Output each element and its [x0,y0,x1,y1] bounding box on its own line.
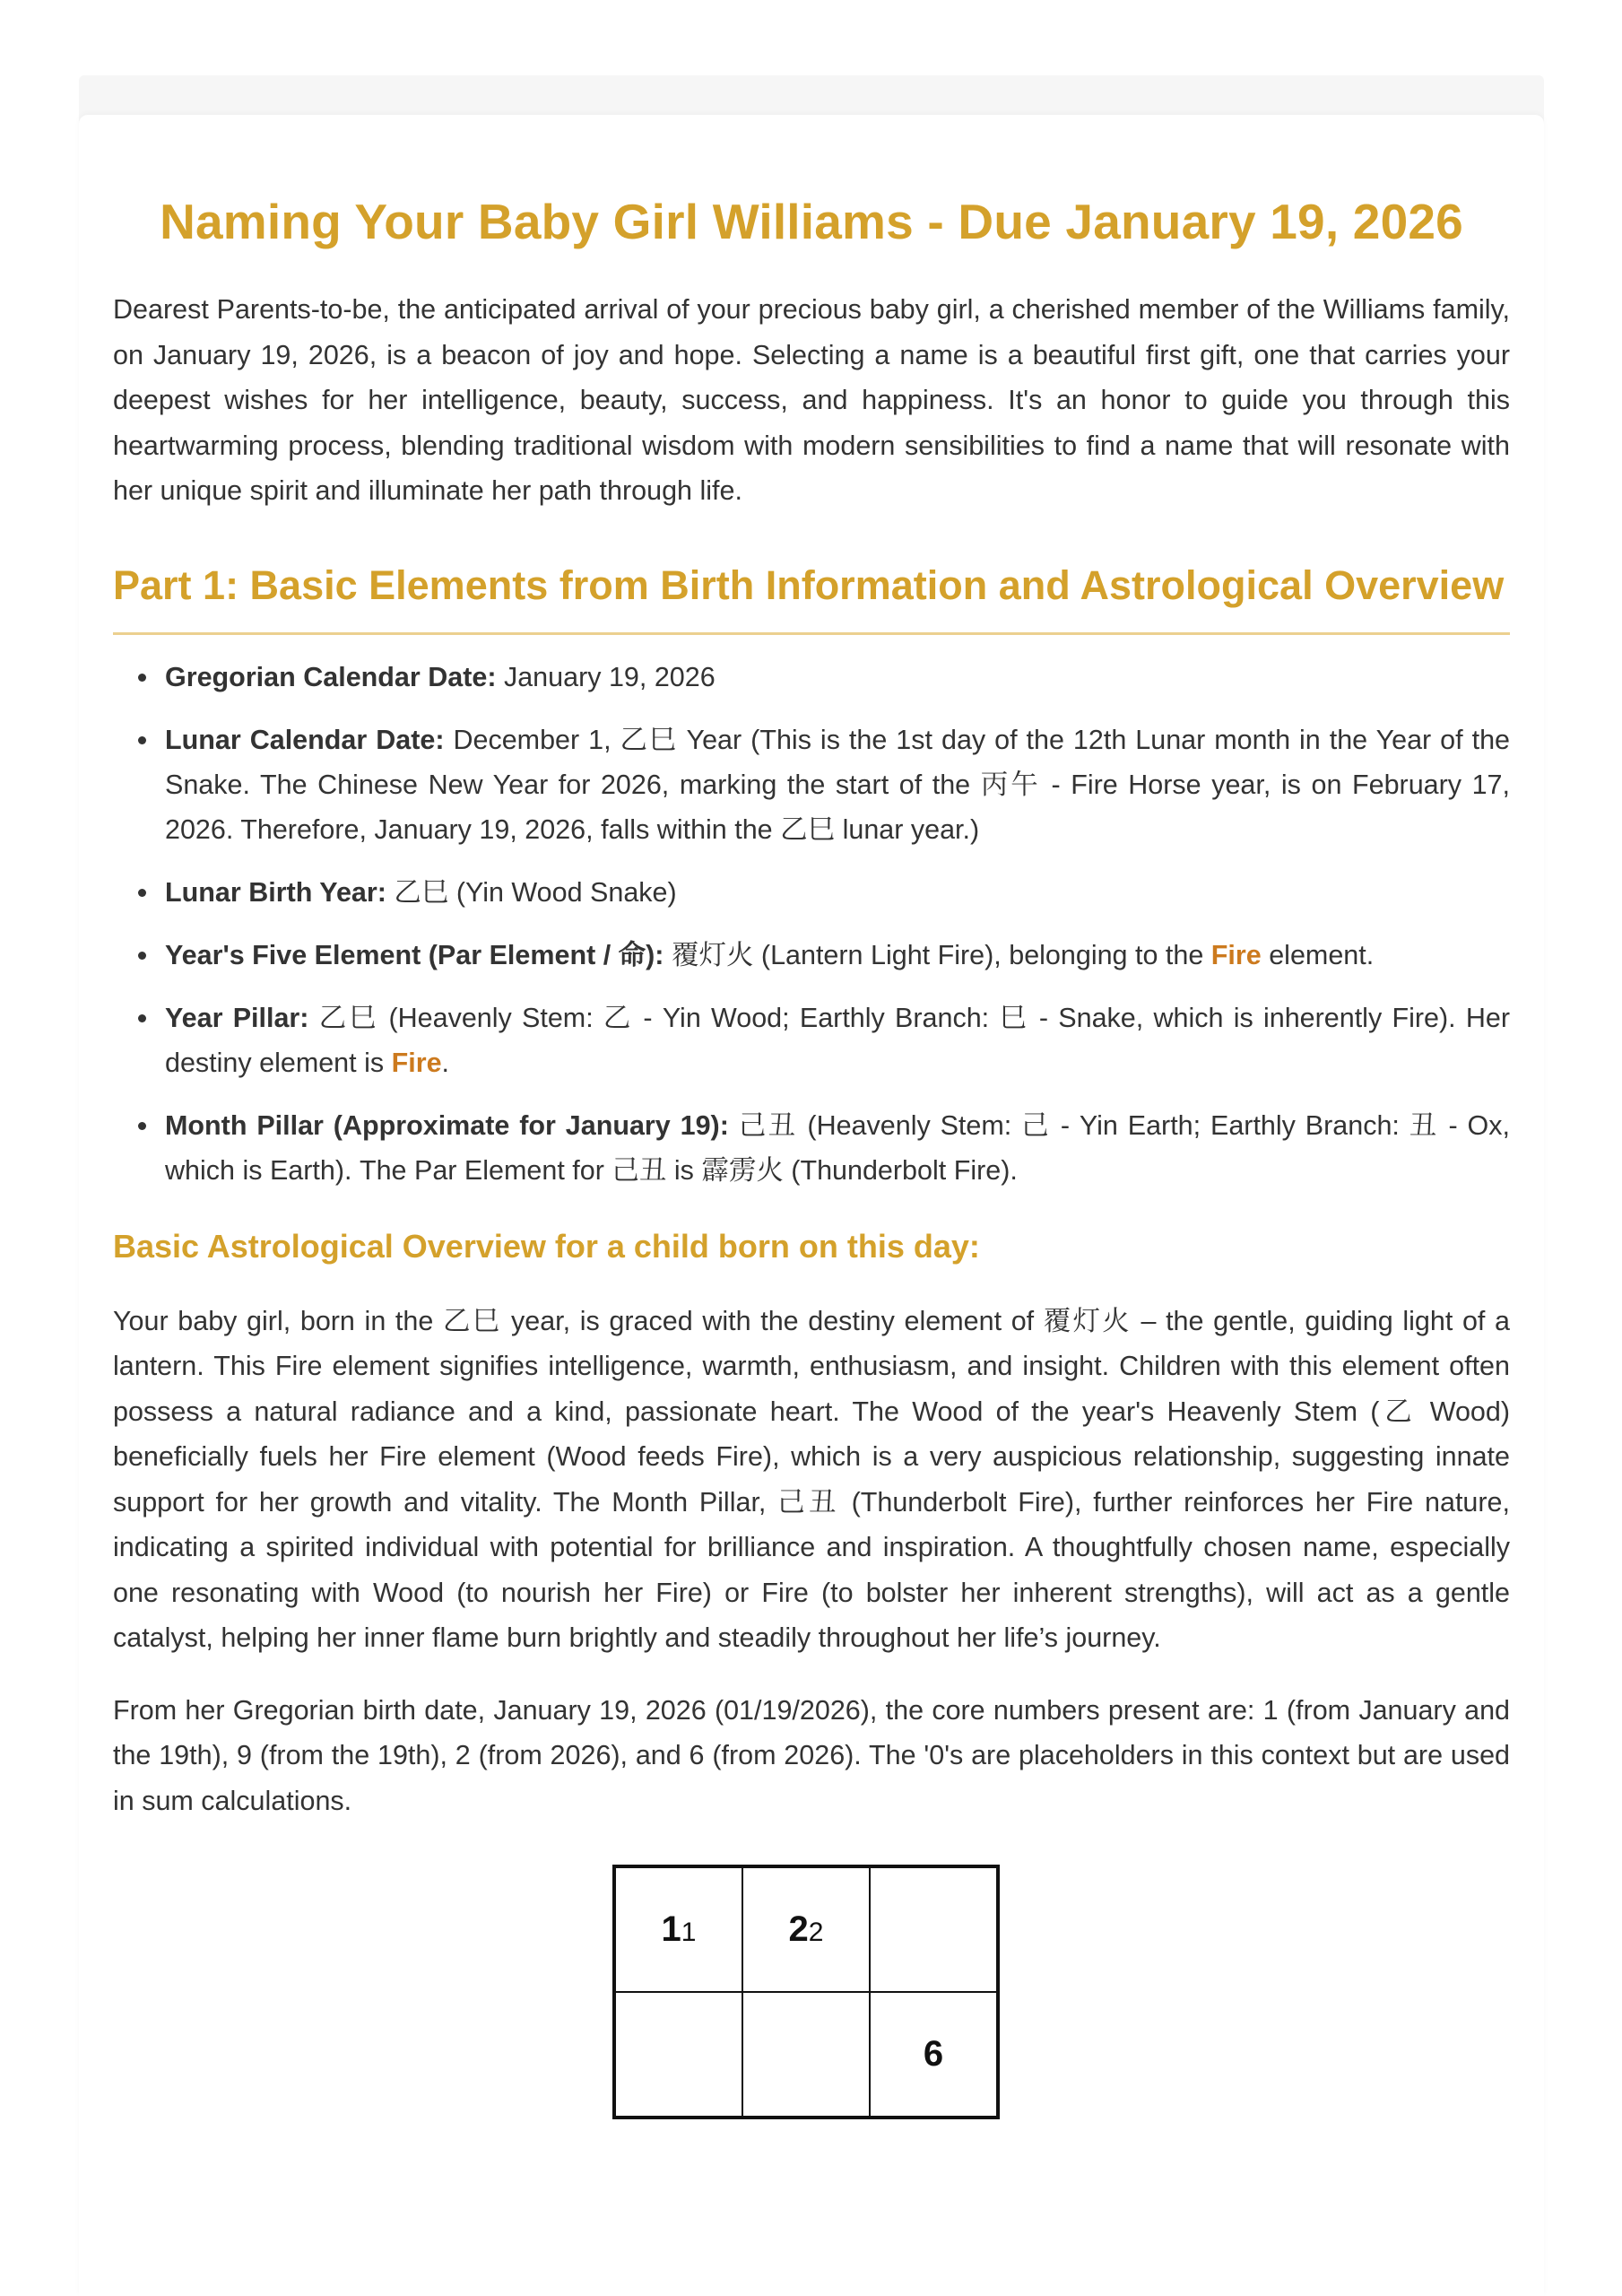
grid-cell: 22 [742,1866,870,1992]
list-item-lunar-date: Lunar Calendar Date: December 1, 乙巳 Year (This is the 1st day of the 12th Lunar month in the Year of the Snake. The Chinese New Year for 2026, marking the start of the 丙午 - Fire Horse year, is on February 17, 2026. Therefore, January 19, 2026, falls within the 乙巳 lunar year.) [165,718,1510,852]
numbers-paragraph: From her Gregorian birth date, January 19, 2026 (01/19/2026), the core numbers present are: 1 (from January and the 19th), 9 (from the 19th), 2 (from 2026), and 6 (from 2026). The '0's are placeholders in this context but are used in sum calculations. [113,1694,1510,1816]
fire-highlight: Fire [391,1047,442,1078]
list-item-month-pillar: Month Pillar (Approximate for January 19): 己丑 (Heavenly Stem: 己 - Yin Earth; Earthly Branch: 丑 - Ox, which is Earth). The Par Element for 己丑 is 霹雳火 (Thunderbolt Fire). [165,1103,1510,1193]
list-item-gregorian-date: Gregorian Calendar Date: January 19, 2026 [165,655,1510,700]
number-grid [612,1865,1000,2119]
grid-row [614,1866,998,1992]
birth-info-list [113,655,1510,1193]
list-item-five-element: Year's Five Element (Par Element / 命): 覆灯火 (Lantern Light Fire), belonging to the Fire element. [165,933,1510,978]
list-item-year-pillar: Year Pillar: 乙巳 (Heavenly Stem: 乙 - Yin Wood; Earthly Branch: 巳 - Snake, which is inherently Fire). Her destiny element is Fire. [165,996,1510,1085]
overview-heading: Basic Astrological Overview for a child born on this day: [113,1227,980,1265]
grid-cell [870,1866,998,1992]
grid-cell [742,1992,870,2118]
page-title: Naming Your Baby Girl Williams - Due January 19, 2026 [160,194,1463,249]
fire-highlight: Fire [1210,939,1262,970]
document-content [113,115,1510,2119]
overview-paragraph: Your baby girl, born in the 乙巳 year, is graced with the destiny element of 覆灯火 – the gentle, guiding light of a lantern. This Fire element signifies intelligence, warmth, enthusiasm, and insight. Children with this element often possess a natural radiance and a kind, passionate heart. The Wood of the year's Heavenly Stem (乙 Wood) beneficially fuels her Fire element (Wood feeds Fire), which is a very auspicious relationship, suggesting innate support for her growth and vitality. The Month Pillar, 己丑 (Thunderbolt Fire), further reinforces her Fire nature, indicating a spirited individual with potential for brilliance and inspiration. A thoughtfully chosen name, especially one resonating with Wood (to nourish her Fire) or Fire (to bolster her inherent strengths), will act as a gentle catalyst, helping her inner flame burn brightly and steadily throughout her life’s journey. [113,1305,1510,1653]
part1-heading: Part 1: Basic Elements from Birth Information and Astrological Overview [113,552,1510,635]
grid-row [614,1992,998,2118]
intro-paragraph: Dearest Parents-to-be, the anticipated arrival of your precious baby girl, a cherished member of the Williams family, on January 19, 2026, is a beacon of joy and hope. Selecting a name is a beautiful first gift, one that carries your deepest wishes for her intelligence, beauty, success, and happiness. It's an honor to guide you through this heartwarming process, blending traditional wisdom with modern sensibilities to find a name that will resonate with her unique spirit and illuminate her path through life. [113,294,1510,506]
number-grid-wrapper [113,1865,1510,2119]
grid-cell: 11 [614,1866,742,1992]
list-item-lunar-birth-year: Lunar Birth Year: 乙巳 (Yin Wood Snake) [165,870,1510,915]
grid-cell: 6 [870,1992,998,2118]
grid-cell [614,1992,742,2118]
